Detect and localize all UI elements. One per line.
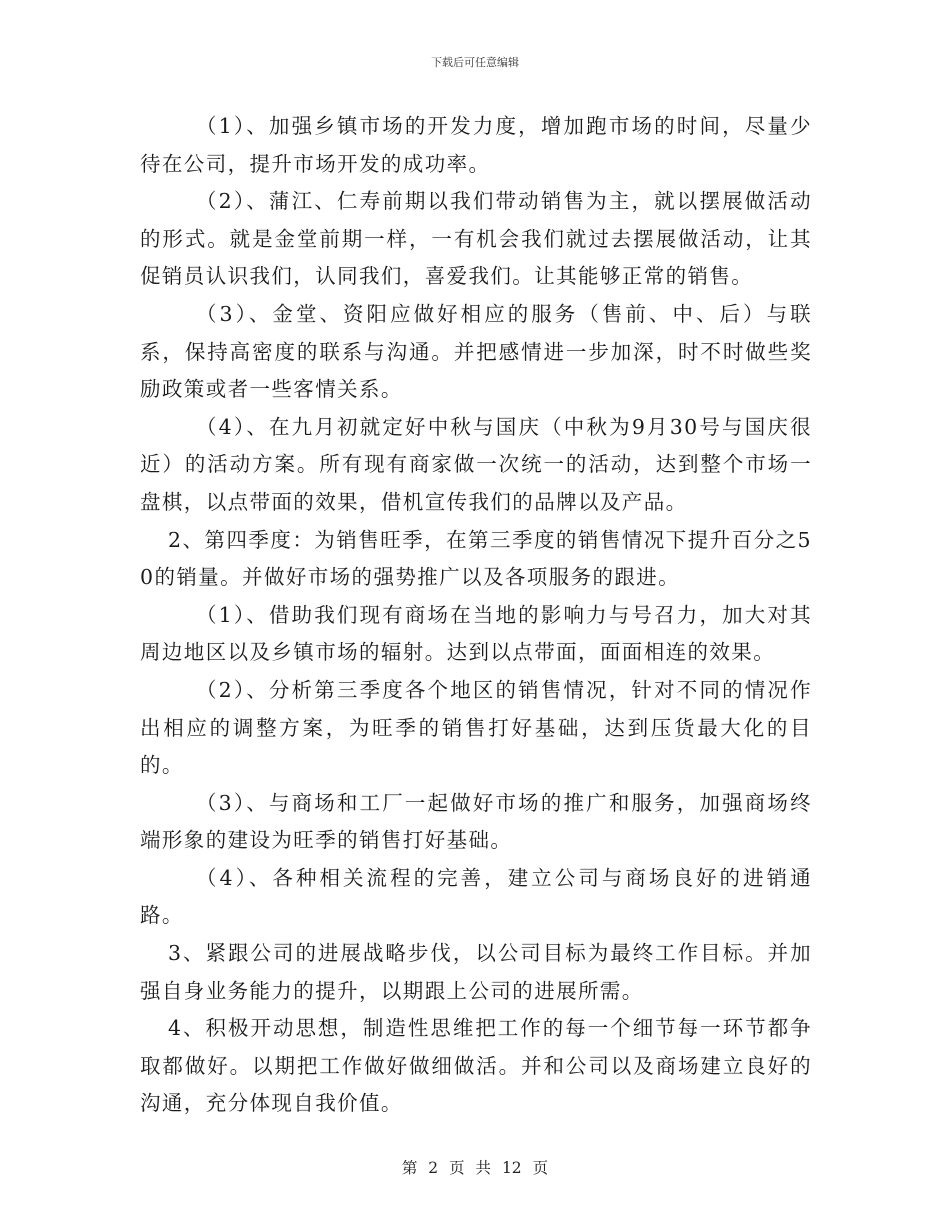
paragraph-2-2: （2）、分析第三季度各个地区的销售情况，针对不同的情况作出相应的调整方案，为旺季的销售打好基础，达到压货最大化的目的。 (140, 677, 812, 778)
page-footer: 第 2 页 共 12 页 (401, 1159, 549, 1177)
document-body (140, 108, 812, 1123)
paragraph-1-1: （1）、加强乡镇市场的开发力度，增加跑市场的时间，尽量少待在公司，提升市场开发的成功率。 (140, 114, 812, 176)
paragraph-1-2: （2）、蒲江、仁寿前期以我们带动销售为主，就以摆展做活动的形式。就是金堂前期一样，一有机会我们就过去摆展做活动，让其促销员认识我们，认同我们，喜爱我们。让其能够正常的销售。 (140, 189, 812, 289)
paragraph-1-3: （3）、金堂、资阳应做好相应的服务（售前、中、后）与联系，保持高密度的联系与沟通。并把感情进一步加深，时不时做些奖励政策或者一些客情关系。 (140, 301, 812, 402)
paragraph-1-4: （4）、在九月初就定好中秋与国庆（中秋为9月30号与国庆很近）的活动方案。所有现有商家做一次统一的活动，达到整个市场一盘棋，以点带面的效果，借机宣传我们的品牌以及产品。 (140, 414, 812, 514)
paragraph-section-4: 4、积极开动思想，制造性思维把工作的每一个细节每一环节都争取都做好。以期把工作做好做细做活。并和公司以及商场建立良好的沟通，充分体现自我价值。 (140, 1016, 812, 1116)
paragraph-2-4: （4）、各种相关流程的完善，建立公司与商场良好的进销通路。 (140, 865, 812, 928)
paragraph-2-3: （3）、与商场和工厂一起做好市场的推广和服务，加强商场终端形象的建设为旺季的销售打好基础。 (140, 790, 812, 853)
paragraph-section-3: 3、紧跟公司的进展战略步伐，以公司目标为最终工作目标。并加强自身业务能力的提升，以期跟上公司的进展所需。 (140, 941, 812, 1003)
paragraph-2-1: （1）、借助我们现有商场在当地的影响力与号召力，加大对其周边地区以及乡镇市场的辐射。达到以点带面，面面相连的效果。 (140, 602, 812, 665)
paragraph-section-2: 2、第四季度：为销售旺季，在第三季度的销售情况下提升百分之50的销量。并做好市场的强势推广以及各项服务的跟进。 (140, 527, 812, 590)
page-header: 下载后可任意编辑 (431, 56, 519, 69)
